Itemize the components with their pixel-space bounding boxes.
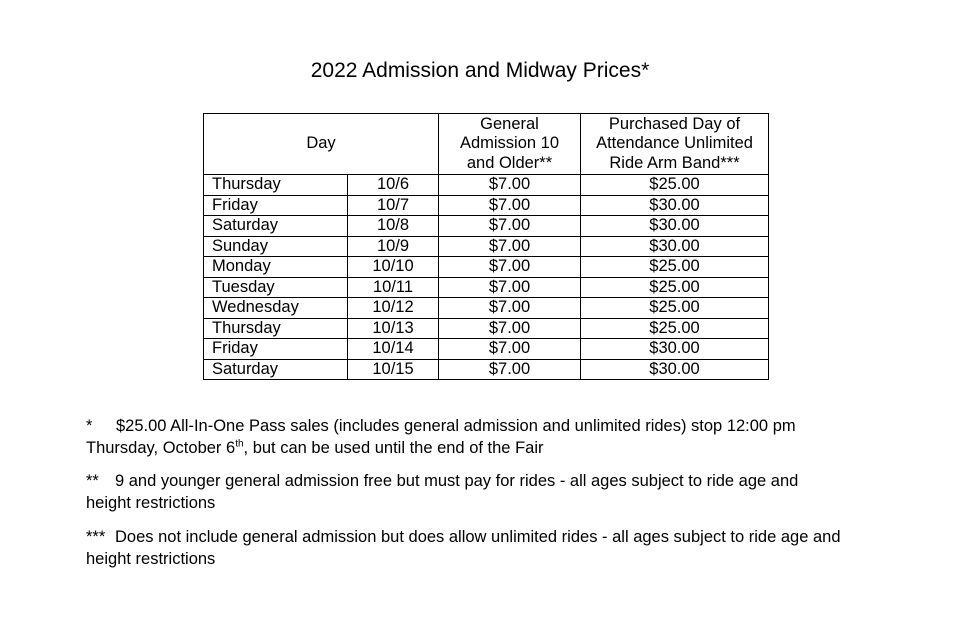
cell-date: 10/15 (348, 359, 439, 380)
table-row (204, 236, 769, 257)
footnote-line (86, 470, 886, 492)
footnote-text: Thursday, October 6 (86, 439, 236, 457)
footnote-all-in-one-pass (86, 415, 886, 459)
cell-ride-price: $25.00 (581, 257, 769, 278)
table-row (204, 339, 769, 360)
header-general-line: General (480, 114, 539, 133)
table-row (204, 318, 769, 339)
cell-date: 10/10 (348, 257, 439, 278)
cell-day: Saturday (204, 216, 348, 237)
footnote-ride-arm-band (86, 526, 886, 570)
footnote-text: $25.00 All-In-One Pass sales (includes general admission and unlimited rides) stop 12:00 pm (116, 417, 796, 435)
table-row (204, 175, 769, 196)
cell-ride-price: $25.00 (581, 277, 769, 298)
header-ride-line: Ride Arm Band*** (609, 153, 740, 172)
table-row (204, 298, 769, 319)
page-title: 2022 Admission and Midway Prices* (310, 59, 650, 82)
table-row (204, 216, 769, 237)
header-general-admission (439, 114, 581, 175)
footnote-line: height restrictions (86, 550, 216, 568)
cell-day: Saturday (204, 359, 348, 380)
cell-general-price: $7.00 (439, 318, 581, 339)
header-ride-line: Purchased Day of (608, 114, 741, 133)
table-row (204, 195, 769, 216)
footnote-line (86, 526, 886, 548)
cell-general-price: $7.00 (439, 236, 581, 257)
header-general-line: Admission 10 (459, 134, 560, 153)
footnote-line: height restrictions (86, 494, 216, 512)
cell-day: Tuesday (204, 277, 348, 298)
cell-day: Sunday (204, 236, 348, 257)
cell-ride-price: $30.00 (581, 195, 769, 216)
header-ride-arm-band (581, 114, 769, 175)
cell-ride-price: $25.00 (581, 298, 769, 319)
table-row (204, 277, 769, 298)
cell-date: 10/8 (348, 216, 439, 237)
cell-general-price: $7.00 (439, 216, 581, 237)
cell-general-price: $7.00 (439, 298, 581, 319)
cell-date: 10/14 (348, 339, 439, 360)
header-general-line: and Older** (466, 153, 553, 172)
cell-day: Monday (204, 257, 348, 278)
cell-ride-price: $30.00 (581, 339, 769, 360)
cell-day: Wednesday (204, 298, 348, 319)
footnote-superscript: th (235, 438, 244, 450)
cell-ride-price: $25.00 (581, 318, 769, 339)
cell-general-price: $7.00 (439, 175, 581, 196)
cell-general-price: $7.00 (439, 195, 581, 216)
footnote-line (86, 437, 886, 459)
cell-ride-price: $30.00 (581, 359, 769, 380)
footnote-general-admission (86, 470, 886, 514)
table-header-row (204, 114, 769, 175)
cell-day: Thursday (204, 175, 348, 196)
cell-general-price: $7.00 (439, 339, 581, 360)
cell-ride-price: $25.00 (581, 175, 769, 196)
footnote-line (86, 415, 886, 437)
cell-ride-price: $30.00 (581, 236, 769, 257)
cell-day: Friday (204, 195, 348, 216)
cell-general-price: $7.00 (439, 359, 581, 380)
footnote-text: 9 and younger general admission free but must pay for rides - all ages subject to ride age and (115, 472, 799, 490)
table-row (204, 359, 769, 380)
footnote-mark: *** (86, 528, 106, 546)
cell-date: 10/9 (348, 236, 439, 257)
cell-day: Thursday (204, 318, 348, 339)
cell-general-price: $7.00 (439, 257, 581, 278)
cell-general-price: $7.00 (439, 277, 581, 298)
cell-date: 10/7 (348, 195, 439, 216)
footnote-mark: ** (86, 472, 99, 490)
table-row (204, 257, 769, 278)
cell-ride-price: $30.00 (581, 216, 769, 237)
footnote-text: , but can be used until the end of the Fair (243, 439, 544, 457)
header-day: Day (204, 114, 439, 175)
cell-date: 10/12 (348, 298, 439, 319)
footnote-mark: * (86, 417, 93, 435)
cell-date: 10/13 (348, 318, 439, 339)
header-ride-line: Attendance Unlimited (596, 134, 753, 153)
footnote-text: Does not include general admission but does allow unlimited rides - all ages subject to ride age and (115, 528, 841, 546)
prices-table (203, 113, 769, 380)
cell-date: 10/6 (348, 175, 439, 196)
cell-day: Friday (204, 339, 348, 360)
cell-date: 10/11 (348, 277, 439, 298)
